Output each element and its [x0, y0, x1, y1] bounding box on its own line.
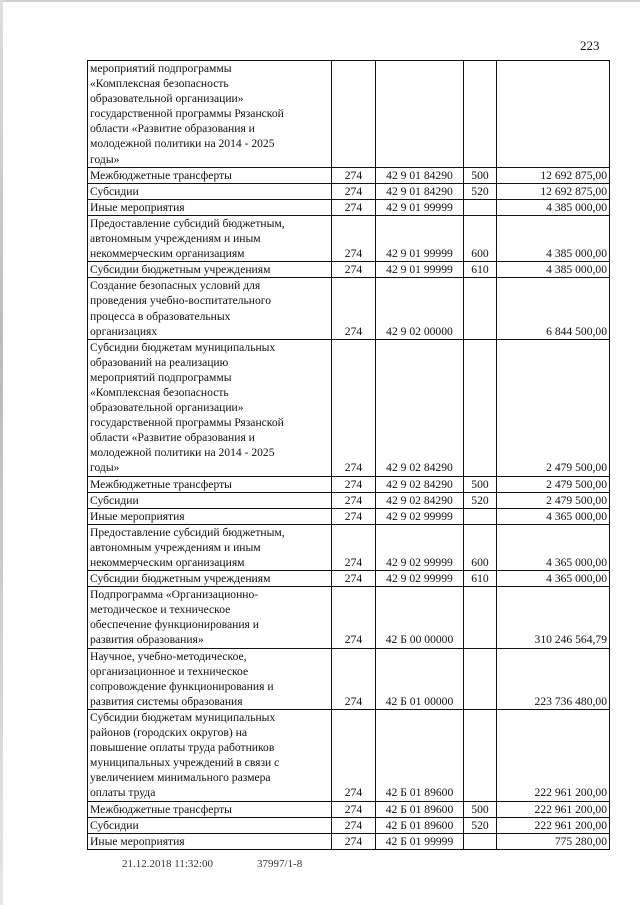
cell-amount: 4 365 000,00: [497, 524, 610, 570]
cell-amount: 222 961 200,00: [497, 709, 610, 801]
cell-expense-type: 600: [464, 215, 497, 261]
cell-name: Иные мероприятия: [88, 508, 332, 524]
budget-table: [87, 60, 610, 850]
table-row: [88, 278, 610, 339]
cell-ministry-code: 274: [332, 587, 376, 648]
cell-amount: 310 246 564,79: [497, 587, 610, 648]
table-row: [88, 215, 610, 261]
table-row: [88, 571, 610, 587]
cell-expense-type: 610: [464, 571, 497, 587]
cell-expense-type: 520: [464, 817, 497, 833]
cell-amount: 4 365 000,00: [497, 571, 610, 587]
cell-ministry-code: 274: [332, 571, 376, 587]
table-row: [88, 476, 610, 492]
cell-ministry-code: 274: [332, 508, 376, 524]
cell-name: Субсидии бюджетам муниципальных образований на реализацию мероприятий подпрограммы «Комплексная безопасность образовательной организации» государственной программы Рязанской области «Развитие образования и молодежной политики на 2014 - 2025 годы»: [88, 339, 332, 476]
cell-ministry-code: [332, 61, 376, 168]
footer-doc-code: 37997/1-8: [257, 858, 303, 870]
cell-target-article: 42 Б 01 89600: [376, 801, 464, 817]
table-row: [88, 183, 610, 199]
cell-expense-type: [464, 709, 497, 801]
cell-expense-type: [464, 61, 497, 168]
cell-name: Субсидии: [88, 183, 332, 199]
cell-amount: 4 385 000,00: [497, 215, 610, 261]
cell-name: Субсидии бюджетам муниципальных районов (городских округов) на повышение оплаты труда работников муниципальных учреждений в связи с увеличением минимального размера оплаты труда: [88, 709, 332, 801]
cell-ministry-code: 274: [332, 833, 376, 849]
cell-target-article: 42 9 02 84290: [376, 339, 464, 476]
cell-target-article: 42 9 01 84290: [376, 183, 464, 199]
cell-ministry-code: 274: [332, 167, 376, 183]
cell-target-article: 42 9 01 99999: [376, 199, 464, 215]
cell-expense-type: 520: [464, 492, 497, 508]
table-row: [88, 648, 610, 709]
cell-expense-type: 600: [464, 524, 497, 570]
cell-amount: 4 365 000,00: [497, 508, 610, 524]
scan-left-edge: [0, 0, 3, 905]
cell-expense-type: [464, 587, 497, 648]
cell-name: Создание безопасных условий для проведения учебно-воспитательного процесса в образовательных организациях: [88, 278, 332, 339]
cell-target-article: 42 9 02 99999: [376, 524, 464, 570]
cell-target-article: 42 Б 01 00000: [376, 648, 464, 709]
cell-target-article: 42 9 02 84290: [376, 476, 464, 492]
table-row: [88, 524, 610, 570]
cell-amount: 2 479 500,00: [497, 492, 610, 508]
table-row: [88, 61, 610, 168]
table-row: [88, 167, 610, 183]
cell-target-article: [376, 61, 464, 168]
table-row: [88, 508, 610, 524]
cell-amount: 2 479 500,00: [497, 476, 610, 492]
cell-target-article: 42 Б 01 89600: [376, 817, 464, 833]
cell-name: Иные мероприятия: [88, 833, 332, 849]
cell-name: Межбюджетные трансферты: [88, 801, 332, 817]
cell-name: Предоставление субсидий бюджетным, автономным учреждениям и иным некоммерческим организациям: [88, 524, 332, 570]
cell-target-article: 42 9 01 99999: [376, 215, 464, 261]
table-row: [88, 833, 610, 849]
cell-name: Межбюджетные трансферты: [88, 476, 332, 492]
cell-ministry-code: 274: [332, 339, 376, 476]
cell-name: Предоставление субсидий бюджетным, автономным учреждениям и иным некоммерческим организациям: [88, 215, 332, 261]
cell-name: Субсидии: [88, 817, 332, 833]
cell-amount: 2 479 500,00: [497, 339, 610, 476]
table-row: [88, 587, 610, 648]
cell-target-article: 42 9 02 84290: [376, 492, 464, 508]
cell-amount: 4 385 000,00: [497, 262, 610, 278]
cell-name: Субсидии бюджетным учреждениям: [88, 262, 332, 278]
cell-target-article: 42 9 01 99999: [376, 262, 464, 278]
table-row: [88, 339, 610, 476]
page-footer: [122, 858, 303, 870]
cell-expense-type: [464, 199, 497, 215]
cell-ministry-code: 274: [332, 183, 376, 199]
cell-amount: 12 692 875,00: [497, 183, 610, 199]
cell-expense-type: 520: [464, 183, 497, 199]
table-row: [88, 801, 610, 817]
cell-target-article: 42 Б 01 99999: [376, 833, 464, 849]
cell-ministry-code: 274: [332, 262, 376, 278]
table-row: [88, 817, 610, 833]
cell-expense-type: 610: [464, 262, 497, 278]
cell-name: мероприятий подпрограммы «Комплексная безопасность образовательной организации» государственной программы Рязанской области «Развитие образования и молодежной политики на 2014 - 2025 годы»: [88, 61, 332, 168]
cell-expense-type: [464, 648, 497, 709]
cell-amount: 223 736 480,00: [497, 648, 610, 709]
table-row: [88, 199, 610, 215]
cell-amount: 12 692 875,00: [497, 167, 610, 183]
table-row: [88, 262, 610, 278]
cell-amount: 222 961 200,00: [497, 817, 610, 833]
cell-expense-type: [464, 278, 497, 339]
cell-ministry-code: 274: [332, 215, 376, 261]
cell-name: Подпрограмма «Организационно- методическое и техническое обеспечение функционирования и развития образования»: [88, 587, 332, 648]
table-row: [88, 709, 610, 801]
cell-name: Субсидии: [88, 492, 332, 508]
cell-ministry-code: 274: [332, 492, 376, 508]
cell-expense-type: 500: [464, 476, 497, 492]
cell-expense-type: 500: [464, 801, 497, 817]
cell-name: Иные мероприятия: [88, 199, 332, 215]
cell-ministry-code: 274: [332, 476, 376, 492]
cell-name: Научное, учебно-методическое, организационное и техническое сопровождение функционирования и развития системы образования: [88, 648, 332, 709]
cell-amount: 4 385 000,00: [497, 199, 610, 215]
cell-amount: 6 844 500,00: [497, 278, 610, 339]
cell-amount: [497, 61, 610, 168]
cell-ministry-code: 274: [332, 648, 376, 709]
cell-target-article: 42 Б 01 89600: [376, 709, 464, 801]
cell-target-article: 42 9 02 99999: [376, 508, 464, 524]
cell-target-article: 42 9 02 00000: [376, 278, 464, 339]
cell-name: Субсидии бюджетным учреждениям: [88, 571, 332, 587]
cell-expense-type: [464, 833, 497, 849]
cell-name: Межбюджетные трансферты: [88, 167, 332, 183]
budget-table-body: [88, 61, 610, 850]
cell-target-article: 42 Б 00 00000: [376, 587, 464, 648]
cell-amount: 222 961 200,00: [497, 801, 610, 817]
cell-ministry-code: 274: [332, 524, 376, 570]
cell-ministry-code: 274: [332, 817, 376, 833]
cell-target-article: 42 9 02 99999: [376, 571, 464, 587]
scan-top-edge: [0, 0, 640, 2]
cell-ministry-code: 274: [332, 199, 376, 215]
table-row: [88, 492, 610, 508]
cell-amount: 775 280,00: [497, 833, 610, 849]
cell-expense-type: [464, 339, 497, 476]
cell-ministry-code: 274: [332, 801, 376, 817]
cell-expense-type: [464, 508, 497, 524]
cell-expense-type: 500: [464, 167, 497, 183]
cell-target-article: 42 9 01 84290: [376, 167, 464, 183]
footer-datetime: 21.12.2018 11:32:00: [122, 858, 213, 870]
cell-ministry-code: 274: [332, 709, 376, 801]
page-number: 223: [580, 38, 600, 53]
cell-ministry-code: 274: [332, 278, 376, 339]
